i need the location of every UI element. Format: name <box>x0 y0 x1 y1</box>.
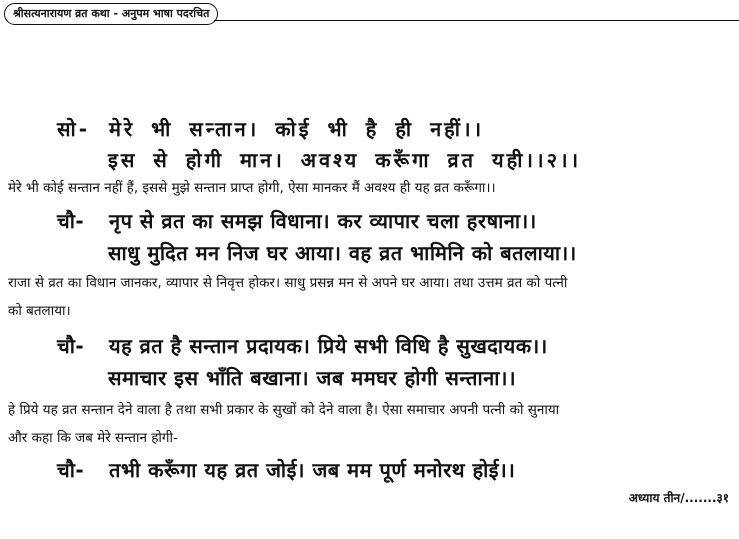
meaning-3-line-2: और कहा कि जब मेरे सन्तान होगी- <box>8 430 178 446</box>
verse-tag-chau: चौ- <box>57 334 85 358</box>
meaning-2-line-2: को बतलाया। <box>8 303 71 319</box>
stanza-3-line-1-text: यह व्रत है सन्तान प्रदायक। प्रिये सभी विधि है सुखदायक।। <box>109 334 548 358</box>
header-rule <box>214 20 739 21</box>
stanza-3-line-1 <box>57 332 548 359</box>
stanza-2-line-2-text: साधु मुदित मन निज घर आया। वह व्रत भामिनि को बतलाया।। <box>108 241 577 265</box>
stanza-1-line-1-text: मेरे भी सन्तान। कोई भी है ही नहीं।। <box>109 117 485 141</box>
stanza-1-line-2 <box>108 146 581 173</box>
meaning-1 <box>8 174 731 202</box>
stanza-3-line-2 <box>108 364 516 391</box>
meaning-2 <box>8 269 731 325</box>
meaning-2-line-1: राजा से व्रत का विधान जानकर, व्यापार से निवृत्त होकर। साधु प्रसन्न मन से अपने घर आया। तथा उत्तम व्रत को पत्नी <box>8 275 568 291</box>
verse-tag-so: सो- <box>57 117 91 141</box>
stanza-4-line-1-text: तभी करूँगा यह व्रत जोई। जब मम पूर्ण मनोरथ होई।। <box>109 458 516 482</box>
meaning-3-line-1: हे प्रिये यह व्रत सन्तान देने वाला है तथा सभी प्रकार के सुखों को देने वाला है। ऐसा समाचार अपनी पत्नी को सुनाया <box>8 402 560 418</box>
verse-tag-chau: चौ- <box>57 209 85 233</box>
meaning-1-line-1: मेरे भी कोई सन्तान नहीं हैं, इससे मुझे सन्तान प्राप्त होगी, ऐसा मानकर मैं अवश्य ही यह व्रत करूँगा।। <box>8 180 496 196</box>
stanza-1-line-2-text: इस से होगी मान। अवश्य करूँगा व्रत यही।।२।। <box>108 148 582 172</box>
stanza-1-line-1 <box>57 115 484 142</box>
book-title-tab: श्रीसत्यनारायण व्रत कथा - अनुपम भाषा पदरचित <box>4 3 218 25</box>
verse-tag-chau: चौ- <box>57 458 85 482</box>
stanza-4-line-1 <box>57 456 515 483</box>
meaning-3 <box>8 396 731 452</box>
stanza-2-line-1-text: नृप से व्रत का समझ विधाना। कर व्यापार चला हरषाना।। <box>109 209 537 233</box>
stanza-3-line-2-text: समाचार इस भाँति बखाना। जब ममघर होगी सन्ताना।। <box>108 366 517 390</box>
page-reference: अध्याय तीन/.......३१ <box>628 491 729 505</box>
stanza-2-line-2 <box>108 239 577 266</box>
stanza-2-line-1 <box>57 207 537 234</box>
